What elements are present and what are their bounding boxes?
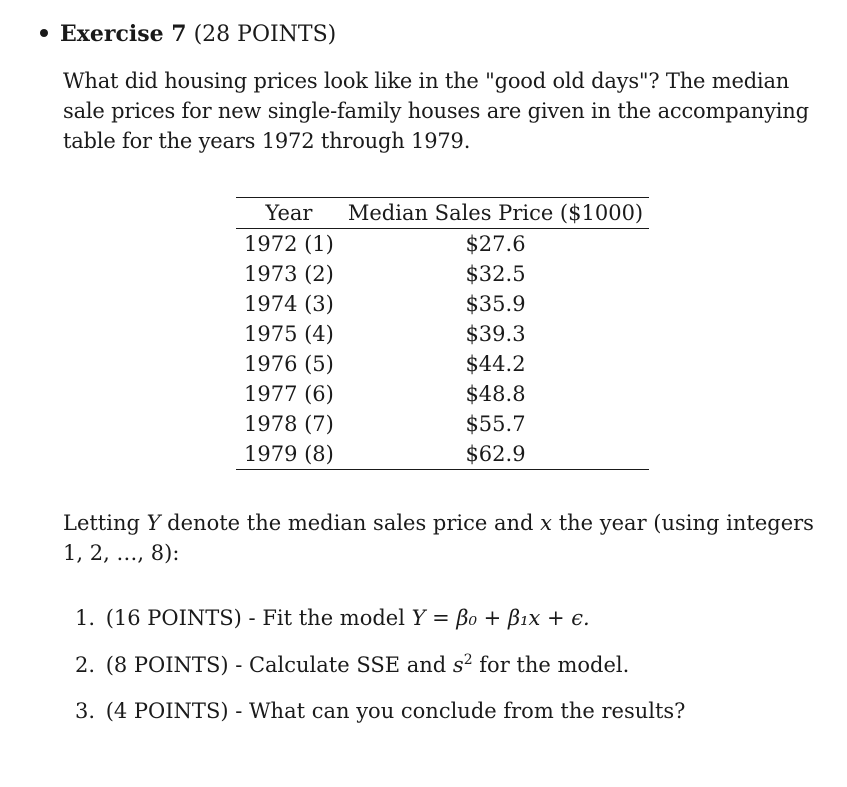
variance-exponent: 2 — [463, 651, 473, 668]
exercise-heading — [40, 18, 336, 51]
variance-symbol: s — [452, 652, 464, 677]
year-cell: 1979 (8) — [244, 442, 334, 466]
price-cell: $32.5 — [465, 262, 526, 286]
table-row — [236, 229, 649, 260]
table-header-row — [236, 198, 649, 229]
housing-price-table — [236, 197, 649, 470]
table-row — [236, 409, 649, 439]
variable-y: Y — [146, 511, 161, 535]
question-list — [75, 603, 685, 743]
item-text: (8 POINTS) - Calculate SSE and — [105, 652, 453, 677]
item-text: (16 POINTS) - Fit the model — [105, 606, 412, 630]
year-cell: 1974 (3) — [244, 292, 334, 316]
item-tail: for the model. — [472, 652, 630, 677]
table-row — [236, 349, 649, 379]
header-price: Median Sales Price ($1000) — [347, 201, 644, 225]
item-number: 1. — [75, 606, 96, 630]
letting-paragraph — [63, 508, 823, 568]
year-cell: 1978 (7) — [244, 412, 334, 436]
list-item — [75, 696, 685, 726]
exercise-title: Exercise 7 — [60, 21, 187, 47]
year-cell: 1972 (1) — [244, 232, 334, 256]
variable-x: x — [540, 511, 553, 535]
item-number: 3. — [75, 699, 96, 723]
year-cell: 1973 (2) — [244, 262, 334, 286]
table-row — [236, 439, 649, 470]
table-row — [236, 289, 649, 319]
model-equation: Y = β₀ + β₁x + ϵ. — [411, 606, 590, 630]
price-cell: $55.7 — [465, 412, 526, 436]
letting-text-3: the year (using integers 1, 2, …, 8): — [63, 511, 814, 565]
price-cell: $44.2 — [465, 352, 526, 376]
price-cell: $48.8 — [465, 382, 526, 406]
intro-paragraph: What did housing prices look like in the "good old days"? The median sale prices for new single-family houses are given in the accompanying table for the years 1972 through 1979. — [63, 69, 809, 153]
year-cell: 1975 (4) — [244, 322, 334, 346]
header-year: Year — [265, 201, 313, 225]
price-cell: $62.9 — [465, 442, 526, 466]
list-item — [75, 603, 685, 633]
letting-text-1: Letting — [63, 511, 147, 535]
bullet-icon — [40, 29, 48, 37]
list-item — [75, 650, 685, 680]
table-row — [236, 259, 649, 289]
exercise-points: (28 POINTS) — [193, 22, 337, 47]
table-row — [236, 379, 649, 409]
table-row — [236, 319, 649, 349]
year-cell: 1976 (5) — [244, 352, 334, 376]
year-cell: 1977 (6) — [244, 382, 334, 406]
item-text: (4 POINTS) - What can you conclude from the results? — [105, 699, 686, 723]
item-number: 2. — [75, 652, 96, 677]
letting-text-2: denote the median sales price and — [160, 511, 541, 535]
price-cell: $39.3 — [465, 322, 526, 346]
price-cell: $35.9 — [465, 292, 526, 316]
price-cell: $27.6 — [465, 232, 526, 256]
